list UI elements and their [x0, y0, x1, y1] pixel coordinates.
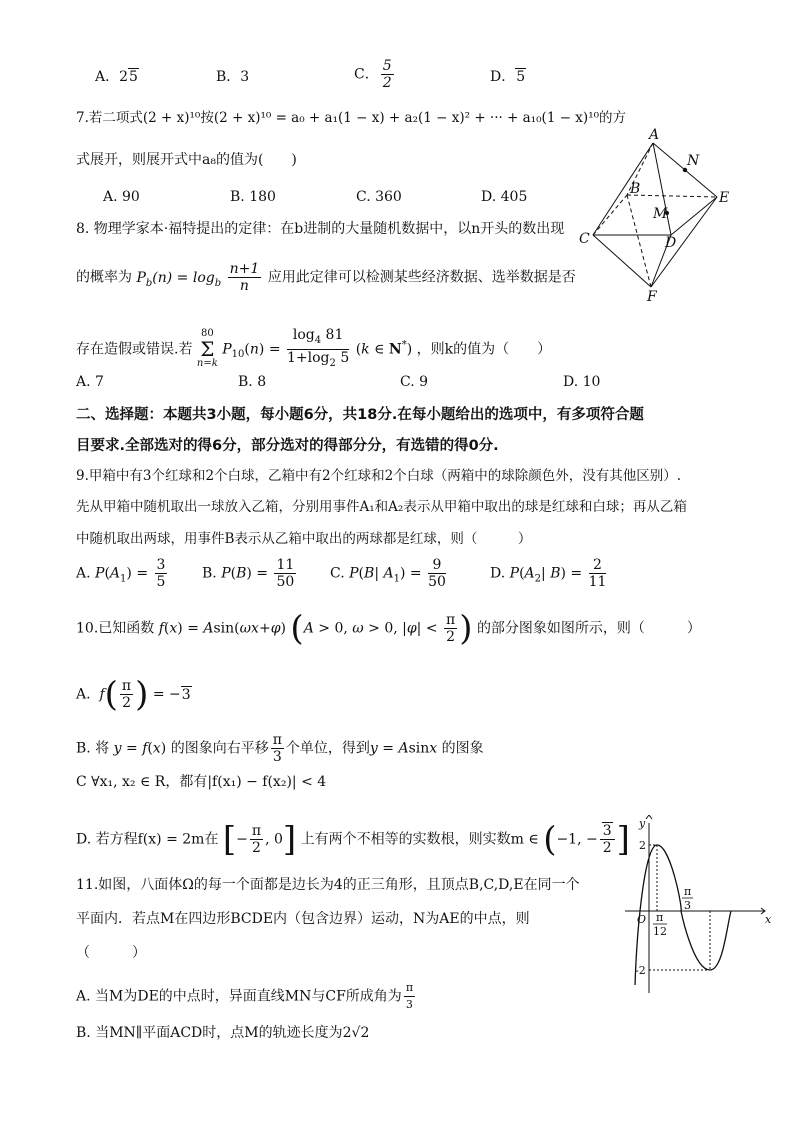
- section-2-heading-line1: 二、选择题：本题共3小题，每小题6分，共18分.在每小题给出的选项中，有多项符合题: [76, 407, 644, 423]
- tick-pi-12-den: 12: [653, 925, 667, 938]
- q10-option-d: D. 若方程f(x) = 2m在 [− $\frac{\pi}{2}$ , 0] 上有两个不相等的实数根，则实数m ∈ (−1, − $\frac{3}{2}$ ]: [76, 819, 630, 860]
- tick-pi-3-den: 3: [684, 899, 691, 912]
- q9-option-d: D. $P(A_2|$ B) = $\frac{2}{11}$: [490, 557, 607, 590]
- q11-stem-line1: 11.如图，八面体Ω的每一个面都是边长为4的正三角形，且顶点B,C,D,E在同一个: [76, 877, 580, 893]
- q7-option-a: A. 90: [103, 189, 140, 205]
- q10-option-a: A. f( $\frac{\pi}{2}$ ) = −3: [76, 674, 191, 715]
- q7-stem-line1: 7.若二项式(2 + x)¹⁰按(2 + x)¹⁰ = a₀ + a₁(1 − x) + a₂(1 − x)² + ··· + a₁₀(1 − x)¹⁰的方: [76, 110, 627, 126]
- label-f: F: [647, 289, 657, 305]
- label-b: B: [630, 181, 641, 197]
- q6-option-a: A．25: [95, 69, 138, 85]
- q8-option-b: B. 8: [238, 374, 267, 390]
- label-n: N: [687, 153, 700, 169]
- q11-option-b: B. 当MN∥平面ACD时，点M的轨迹长度为2√2: [76, 1025, 370, 1041]
- label-e: E: [719, 190, 730, 206]
- q7-option-c: C. 360: [356, 189, 402, 205]
- tick-pi-3-num: π: [684, 885, 692, 898]
- label-c: C: [579, 231, 590, 247]
- q11-stem-line2: 平面内．若点M在四边形BCDE内（包含边界）运动，N为AE的中点，则: [76, 911, 530, 927]
- q8-option-c: C. 9: [400, 374, 429, 390]
- label-m: M: [653, 206, 668, 222]
- q8-option-a: A. 7: [76, 374, 104, 390]
- q10-option-b: B. 将 y = f(x) 的图象向右平移 $\frac{\pi}{3}$ 个单位，得到y = Asinx 的图象: [76, 732, 484, 765]
- graph-x-label: x: [765, 913, 772, 926]
- function-graph: [615, 815, 775, 995]
- q8-stem-line3: 存在造假或错误.若 80 Σ n=k $P_{10}(n)$ = $\frac{\log_4 81}{1+\log_2 5}$ (k ∈ N*) ，则k的值为（ ）: [76, 327, 552, 370]
- q9-stem-line1: 9.甲箱中有3个红球和2个白球，乙箱中有2个红球和2个白球（两箱中的球除颜色外，没有其他区别）.: [76, 468, 682, 484]
- label-a: A: [649, 127, 660, 143]
- q9-option-c: C. P(B| $A_1$) = $\frac{9}{50}$: [330, 557, 446, 590]
- q6-option-b: B．3: [216, 69, 250, 85]
- q10-stem: 10.已知函数 f(x) = Asin(ωx+φ) (A > 0, ω > 0, |φ| < $\frac{\pi}{2}$ ) 的部分图象如图所示，则（ ）: [76, 608, 701, 649]
- q9-option-a: A. $P(A_1)$ = $\frac{3}{5}$: [76, 557, 166, 590]
- q6-option-d: D．5: [490, 69, 526, 85]
- q9-option-b: B. P(B) = $\frac{11}{50}$: [202, 557, 295, 590]
- q7-option-b: B. 180: [230, 189, 276, 205]
- graph-max-label: 2: [639, 839, 646, 852]
- q7-stem-line2: 式展开，则展开式中a₈的值为( ): [76, 152, 297, 168]
- octahedron-figure: [575, 125, 735, 305]
- section-2-heading-line2: 目要求.全部选对的得6分，部分选对的得部分分，有选错的得0分.: [76, 438, 499, 454]
- q8-option-d: D. 10: [563, 374, 601, 390]
- q11-stem-line3: （ ）: [76, 945, 146, 961]
- q6-option-c: C． $\frac{5}{2}$: [354, 58, 392, 91]
- q9-stem-line3: 中随机取出两球，用事件B表示从乙箱中取出的两球都是红球，则（ ）: [76, 531, 532, 547]
- graph-min-label: -2: [635, 964, 646, 977]
- graph-origin-label: O: [637, 913, 647, 926]
- q9-stem-line2: 先从甲箱中随机取出一球放入乙箱，分别用事件A₁和A₂表示从甲箱中取出的球是红球和白球；再从乙箱: [76, 499, 687, 515]
- label-d: D: [665, 235, 677, 251]
- graph-y-label: y: [639, 817, 646, 830]
- q8-stem-line1: 8. 物理学家本·福特提出的定律：在b进制的大量随机数据中，以n开头的数出现: [76, 221, 565, 237]
- q11-option-a: A. 当M为DE的中点时，异面直线MN与CF所成角为 $\frac{\pi}{3}$: [76, 981, 414, 1011]
- tick-pi-12-num: π: [656, 911, 664, 924]
- q10-option-c: C ∀x₁, x₂ ∈ R，都有|f(x₁) − f(x₂)| < 4: [76, 774, 327, 790]
- q7-option-d: D. 405: [481, 189, 528, 205]
- q8-stem-line2: 的概率为 $P_b(n) = \log_b$ $\frac{n+1}{n}$ 应用此定律可以检测某些经济数据、选举数据是否: [76, 261, 576, 294]
